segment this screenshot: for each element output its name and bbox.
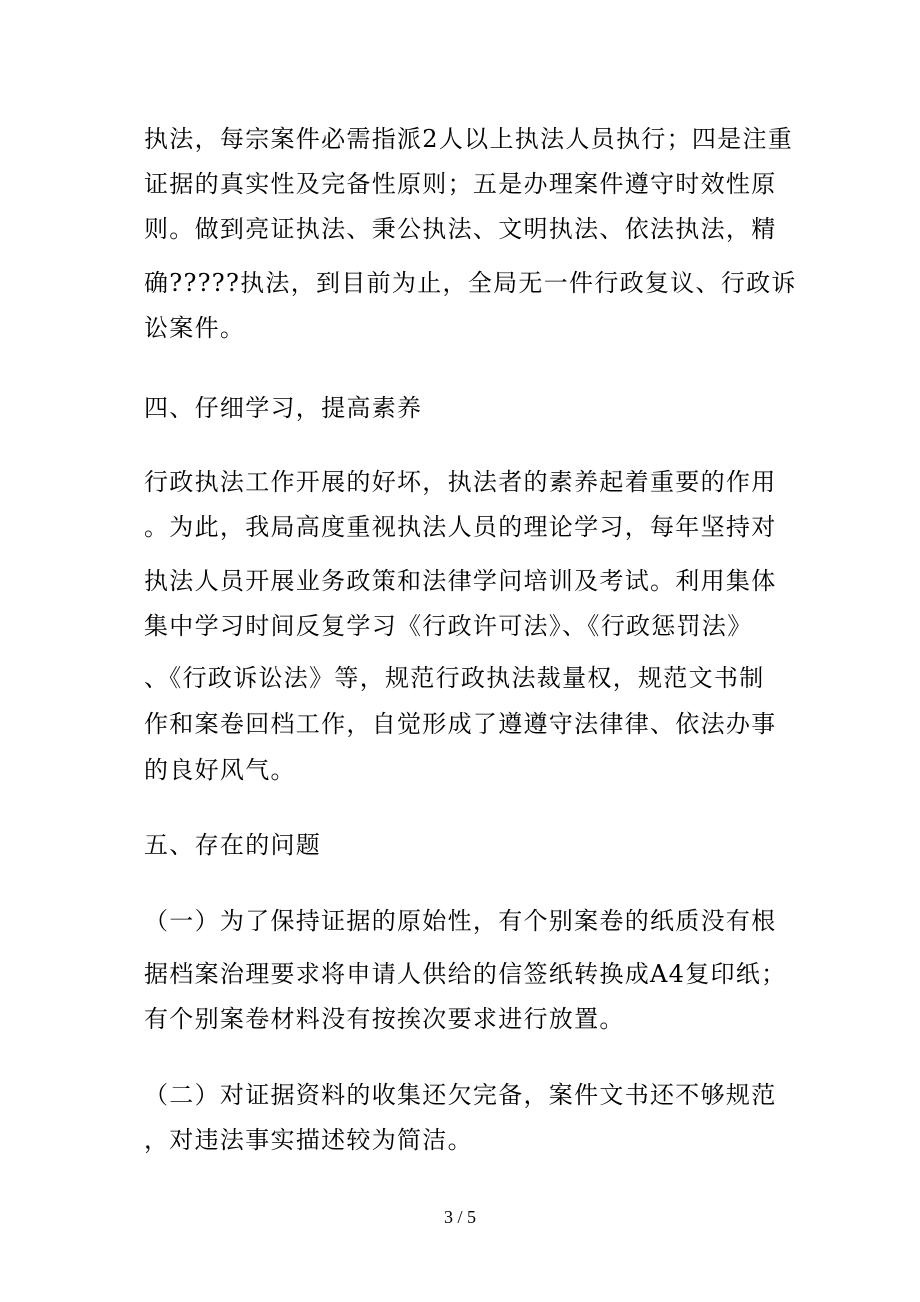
- text-line: （一）为了保持证据的原始性，有个别案卷的纸质没有根: [144, 907, 777, 935]
- text-line: 行政执法工作开展的好坏，执法者的素养起着重要的作用: [144, 468, 777, 496]
- text-line: 则。做到亮证执法、秉公执法、文明执法、依法执法，精: [144, 215, 777, 243]
- text-line: ，对违法事实描述较为简洁。: [144, 1126, 473, 1154]
- text-line: 作和案卷回档工作，自觉形成了遵遵守法律律、依法办事: [144, 710, 777, 738]
- text-line: 、《行政诉讼法》等，规范行政执法裁量权，规范文书制: [144, 664, 765, 692]
- text-line: 集中学习时间反复学习《行政许可法》、《行政惩罚法》: [144, 612, 753, 640]
- text-line: 证据的真实性及完备性原则；五是办理案件遵守时效性原: [144, 170, 777, 198]
- text-line: 有个别案卷材料没有按挨次要求进行放置。: [144, 1005, 625, 1033]
- text-line: 执法，每宗案件必需指派2人以上执法人员执行；四是注重: [144, 125, 794, 153]
- text-line: 据档案治理要求将申请人供给的信签纸转换成A4复印纸；: [144, 960, 787, 988]
- text-line: 执法人员开展业务政策和法律学问培训及考试。利用集体: [144, 567, 777, 595]
- section-heading: 五、存在的问题: [144, 831, 322, 859]
- text-line: （二）对证据资料的收集还欠完备，案件文书还不够规范: [144, 1081, 777, 1109]
- text-line: 的良好风气。: [144, 756, 296, 784]
- page-number: 3 / 5: [443, 1207, 476, 1227]
- section-heading: 四、仔细学习，提高素养: [144, 394, 423, 422]
- text-line: 确?????执法，到目前为止，全局无一件行政复议、行政诉: [144, 269, 797, 297]
- text-line: 。为此，我局高度重视执法人员的理论学习，每年坚持对: [144, 513, 777, 541]
- text-line: 讼案件。: [144, 314, 246, 342]
